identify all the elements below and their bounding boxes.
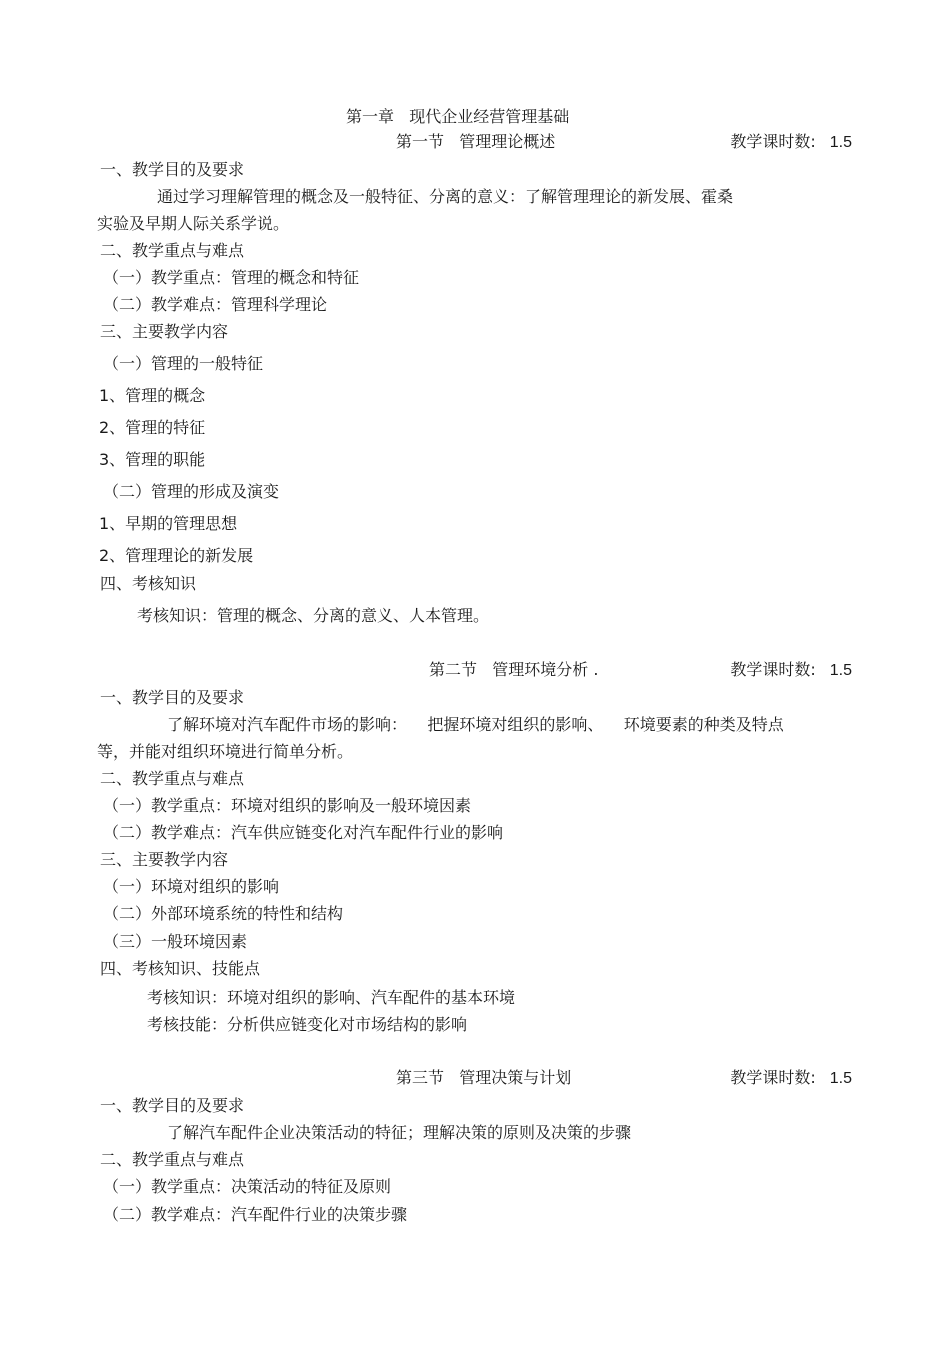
s1-line-content-item: （二）管理的形成及演变: [103, 482, 280, 501]
s1-line-content-heading: 三、主要教学内容: [100, 322, 229, 341]
hours-value: 1.5: [829, 662, 852, 679]
s2-line-objectives-heading: 一、教学目的及要求: [100, 688, 245, 707]
section-2-title: 第二节 管理环境分析 .: [429, 660, 599, 679]
section-3-title: 第三节 管理决策与计划: [396, 1068, 572, 1087]
s1-line-content-item: 1、管理的概念: [99, 386, 206, 405]
section-1-title: 第一节 管理理论概述: [396, 132, 556, 151]
s3-line-keypoints-heading: 二、教学重点与难点: [100, 1150, 245, 1169]
s1-line-keypoints-heading: 二、教学重点与难点: [100, 241, 245, 260]
s1-line-content-item: 2、管理理论的新发展: [99, 546, 254, 565]
s2-line-content-item: （一）环境对组织的影响: [103, 877, 280, 896]
section-1-hours: [730, 132, 852, 153]
s2-line-keypoints-heading: 二、教学重点与难点: [100, 769, 245, 788]
s3-line-keypoint: （一）教学重点：决策活动的特征及原则: [103, 1177, 392, 1196]
s1-line-objectives-text-cont: 实验及早期人际关系学说。: [97, 214, 290, 233]
section-3-hours: [730, 1068, 852, 1089]
s2-line-content-item: （三）一般环境因素: [103, 932, 248, 951]
s2-line-assessment-heading: 四、考核知识、技能点: [100, 959, 261, 978]
s3-line-objectives-heading: 一、教学目的及要求: [100, 1096, 245, 1115]
s1-line-difficulty: （二）教学难点：管理科学理论: [103, 295, 328, 314]
s2-line-keypoint: （一）教学重点：环境对组织的影响及一般环境因素: [103, 796, 472, 815]
s2-line-objectives-text: 了解环境对汽车配件市场的影响： 把握环境对组织的影响、 环境要素的种类及特点: [167, 715, 784, 734]
s1-line-objectives-text: 通过学习理解管理的概念及一般特征、分离的意义：了解管理理论的新发展、霍桑: [157, 187, 734, 206]
hours-value: 1.5: [829, 134, 852, 151]
hours-label: 教学课时数:: [730, 132, 816, 151]
chapter-title: 第一章 现代企业经营管理基础: [346, 107, 570, 126]
hours-label: 教学课时数:: [730, 1068, 816, 1087]
s1-line-assessment-heading: 四、考核知识: [100, 574, 197, 593]
s1-line-keypoint: （一）教学重点：管理的概念和特征: [103, 268, 360, 287]
s1-line-content-item: 3、管理的职能: [99, 450, 206, 469]
s1-line-content-item: 2、管理的特征: [99, 418, 206, 437]
s1-line-assessment-text: 考核知识：管理的概念、分离的意义、人本管理。: [137, 606, 490, 625]
s2-line-assessment-skill: 考核技能：分析供应链变化对市场结构的影响: [147, 1015, 468, 1034]
s2-line-content-item: （二）外部环境系统的特性和结构: [103, 904, 344, 923]
s1-line-content-item: 1、早期的管理思想: [99, 514, 238, 533]
s2-line-difficulty: （二）教学难点：汽车供应链变化对汽车配件行业的影响: [103, 823, 504, 842]
s3-line-objectives-text: 了解汽车配件企业决策活动的特征；理解决策的原则及决策的步骤: [167, 1123, 632, 1142]
section-2-hours: [730, 660, 852, 681]
hours-value: 1.5: [829, 1070, 852, 1087]
hours-label: 教学课时数:: [730, 660, 816, 679]
s3-line-difficulty: （二）教学难点：汽车配件行业的决策步骤: [103, 1205, 408, 1224]
s2-line-content-heading: 三、主要教学内容: [100, 850, 229, 869]
s2-line-objectives-text-cont: 等，并能对组织环境进行简单分析。: [97, 742, 354, 761]
s1-line-objectives-heading: 一、教学目的及要求: [100, 160, 245, 179]
s2-line-assessment-knowledge: 考核知识：环境对组织的影响、汽车配件的基本环境: [147, 988, 516, 1007]
s1-line-content-item: （一）管理的一般特征: [103, 354, 264, 373]
